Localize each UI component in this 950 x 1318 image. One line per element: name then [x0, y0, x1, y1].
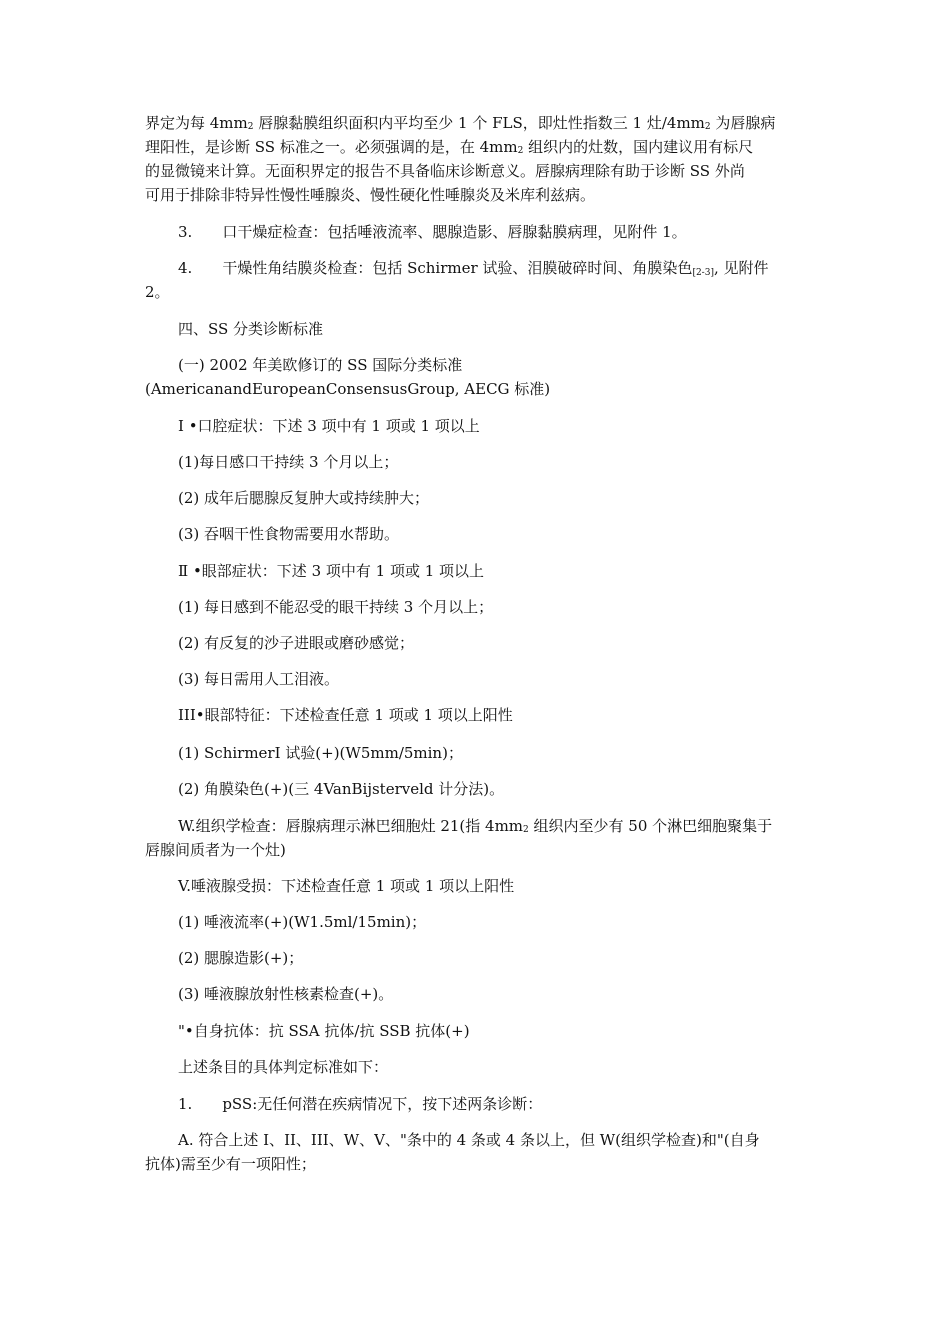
- item-number: 1.: [178, 1095, 193, 1113]
- text-run: 组织内至少有 50 个淋巴细胞聚集于: [528, 817, 773, 835]
- criterion-2-1: (1) 每日感到不能忍受的眼干持续 3 个月以上；: [178, 598, 494, 616]
- item-text: 干燥性角结膜炎检查：包括 Schirmer 试验、泪膜破碎时间、角膜染色: [222, 259, 693, 277]
- sub-1-line-2: (AmericanandEuropeanConsensusGroup, AECG 标准): [145, 380, 551, 398]
- criterion-1-2: (2) 成年后腮腺反复肿大或持续肿大；: [178, 489, 430, 507]
- subscript: 2: [517, 146, 524, 156]
- item-number: 4.: [178, 259, 193, 277]
- judge-item-1: [178, 1093, 542, 1115]
- criterion-3-2: (2) 角膜染色(+)(三 4VanBijsterveld 计分法)。: [178, 780, 505, 798]
- subscript: 2: [704, 122, 711, 132]
- criterion-5-1: (1) 唾液流率(+)(W1.5ml/15min)；: [178, 913, 427, 931]
- item-text: pSS:无任何潜在疾病情况下，按下述两条诊断：: [222, 1095, 543, 1113]
- item-4: [178, 257, 769, 284]
- subscript: 2: [247, 122, 254, 132]
- section-4-title: 四、SS 分类诊断标准: [178, 320, 324, 338]
- criterion-2-2: (2) 有反复的沙子进眼或磨砂感觉；: [178, 634, 415, 652]
- criterion-4: [178, 815, 772, 841]
- criterion-5-3: (3) 唾液腺放射性核素检查(+)。: [178, 985, 394, 1003]
- sub-1-line-1: (一) 2002 年美欧修订的 SS 国际分类标准: [178, 356, 463, 374]
- intro-line-3: 的显微镜来计算。无面积界定的报告不具备临床诊断意义。唇腺病理除有助于诊断 SS 外尚: [145, 162, 745, 180]
- item-text: , 见附件: [713, 259, 769, 277]
- judge-intro: 上述条目的具体判定标准如下：: [178, 1058, 389, 1076]
- text-run: 唇腺黏膜组织面积内平均至少 1 个 FLS，即灶性指数三 1 灶/4mm: [253, 114, 705, 132]
- item-3: [178, 221, 687, 243]
- criterion-5: V.唾液腺受损：下述检查任意 1 项或 1 项以上阳性: [178, 877, 515, 895]
- criterion-2: Ⅱ •眼部症状：下述 3 项中有 1 项或 1 项以上: [178, 562, 485, 580]
- intro-line-4: 可用于排除非特异性慢性唾腺炎、慢性硬化性唾腺炎及米库利兹病。: [145, 186, 596, 204]
- text-run: W.组织学检查：唇腺病理示淋巴细胞灶 21(指 4mm: [178, 817, 524, 835]
- text-run: 界定为每 4mm: [145, 114, 248, 132]
- criterion-4-cont: 唇腺间质者为一个灶): [145, 841, 286, 859]
- criterion-3: III•眼部特征：下述检查任意 1 项或 1 项以上阳性: [178, 706, 513, 724]
- text-run: 理阳性，是诊断 SS 标准之一。必须强调的是，在 4mm: [145, 138, 518, 156]
- subscript: 2: [523, 825, 529, 835]
- criterion-1-1: (1)每日感口干持续 3 个月以上；: [178, 453, 399, 471]
- criterion-3-1: (1) SchirmerⅠ 试验(+)(W5mm/5min)；: [178, 744, 463, 762]
- intro-line-2: [145, 136, 753, 162]
- reference-marker: [2-3]: [692, 268, 714, 278]
- criterion-6: "•自身抗体：抗 SSA 抗体/抗 SSB 抗体(+): [178, 1022, 470, 1040]
- item-4-cont: 2。: [145, 283, 170, 301]
- criterion-1: Ⅰ •口腔症状：下述 3 项中有 1 项或 1 项以上: [178, 417, 480, 435]
- criterion-5-2: (2) 腮腺造影(+)；: [178, 949, 304, 967]
- item-text: 口干燥症检查：包括唾液流率、腮腺造影、唇腺黏膜病理，见附件 1。: [222, 223, 687, 241]
- criterion-2-3: (3) 每日需用人工泪液。: [178, 670, 340, 688]
- item-number: 3.: [178, 223, 193, 241]
- criterion-1-3: (3) 吞咽干性食物需要用水帮助。: [178, 525, 400, 543]
- text-run: 为唇腺病: [710, 114, 776, 132]
- judge-item-a-cont: 抗体)需至少有一项阳性；: [145, 1155, 316, 1173]
- intro-line-1: [145, 112, 775, 138]
- judge-item-a: A. 符合上述 I、II、III、W、V、"条中的 4 条或 4 条以上，但 W(组织学检查)和"(自身: [178, 1131, 760, 1149]
- text-run: 组织内的灶数，国内建议用有标尺: [523, 138, 754, 156]
